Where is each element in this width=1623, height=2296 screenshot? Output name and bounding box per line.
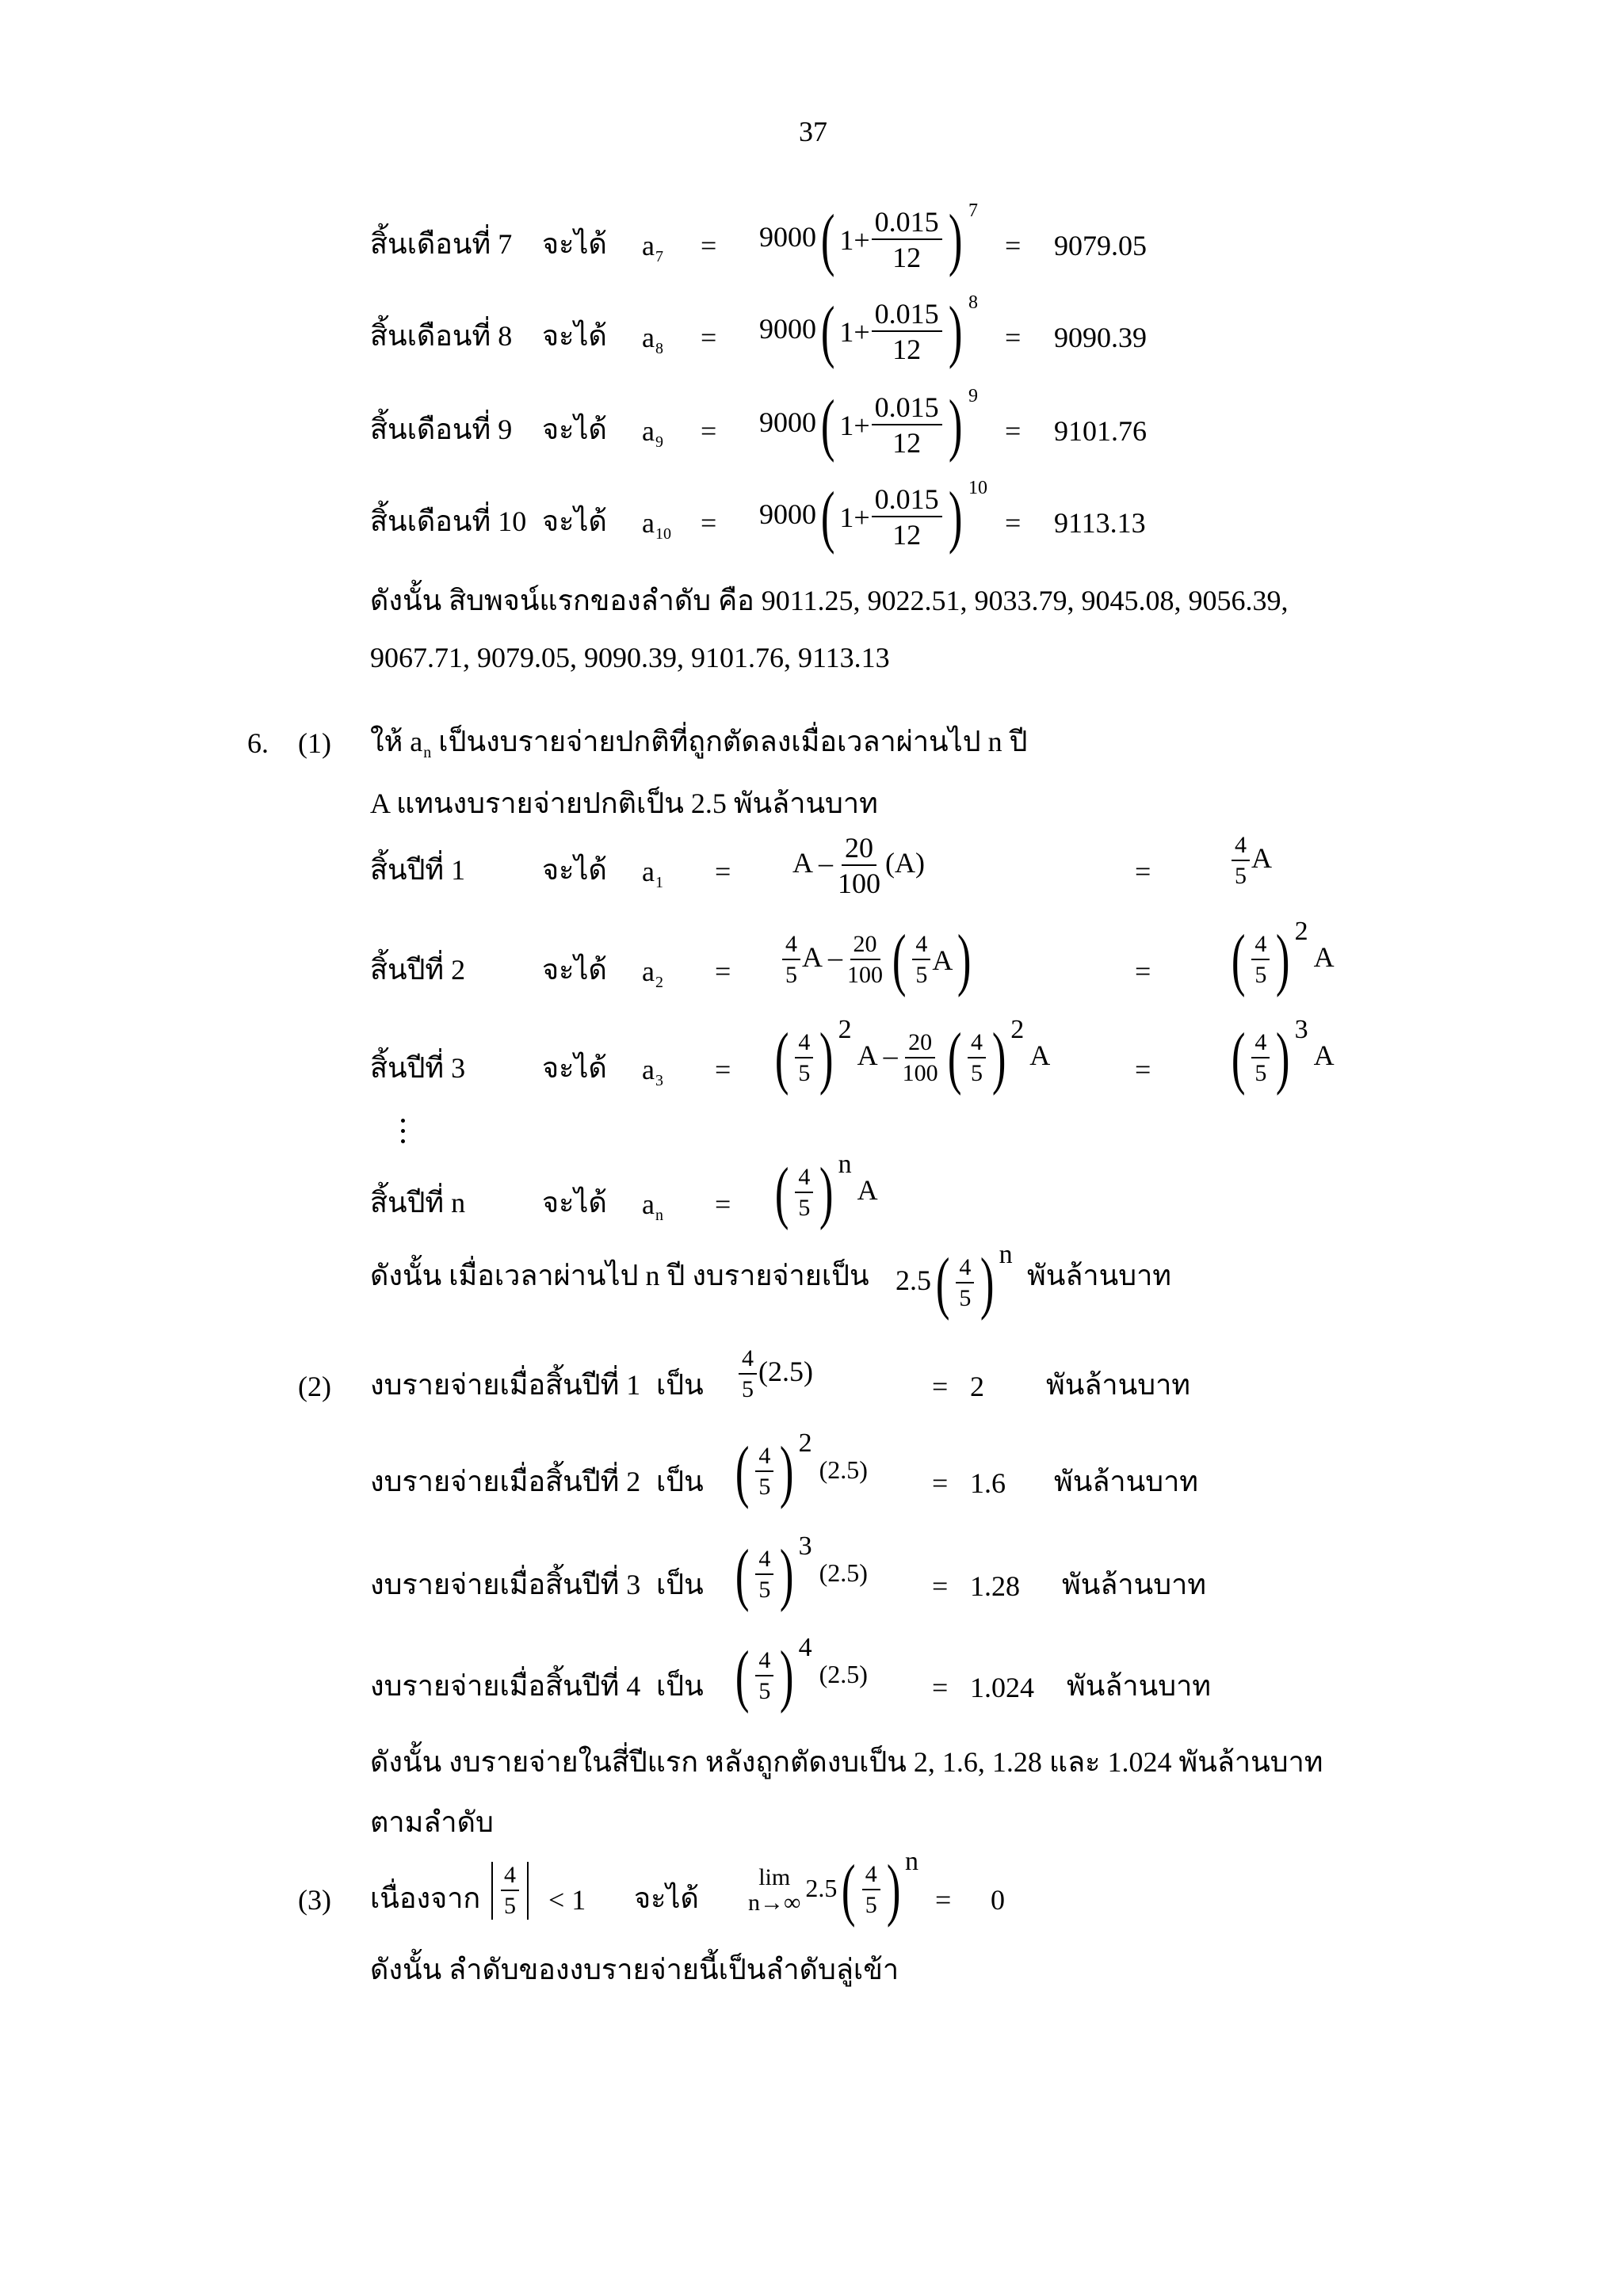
intro-line: A แทนงบรายจ่ายปกติเป็น 2.5 พันล้านบาท (370, 788, 878, 819)
formula: A – $\frac{20}{100}$ (A) (792, 832, 925, 899)
budget-label: งบรายจ่ายเมื่อสิ้นปีที่ 4 (370, 1670, 641, 1702)
result-value: 9113.13 (1054, 507, 1146, 539)
result-value: ( $\frac{4}{5}$ ) 3 A (1231, 1014, 1335, 1097)
equals: = (715, 856, 731, 887)
equals: = (1135, 1054, 1151, 1085)
year-label: สิ้นปีที่ 3 (370, 1052, 466, 1084)
equals: = (932, 1672, 949, 1703)
budget-label: งบรายจ่ายเมื่อสิ้นปีที่ 2 (370, 1466, 641, 1497)
part-label: (1) (298, 727, 331, 759)
equals: = (1005, 230, 1022, 261)
year-label: สิ้นปีที่ 1 (370, 854, 466, 886)
equals: = (932, 1371, 949, 1402)
result-value: 9079.05 (1054, 230, 1147, 261)
page-number: 37 (799, 116, 827, 147)
unit: พันล้านบาท (1046, 1369, 1191, 1401)
conclusion-line: ดังนั้น สิบพจน์แรกของลำดับ คือ 9011.25, 9022.51, 9033.79, 9045.08, 9056.39, (370, 585, 1289, 616)
less-than-one: < 1 (548, 1884, 586, 1916)
conclusion-line: ดังนั้น ลำดับของงบรายจ่ายนี้เป็นลำดับลู่เข้า (370, 1954, 899, 1985)
result-value: 0 (991, 1884, 1005, 1916)
equals: = (932, 1570, 949, 1602)
equals: = (1135, 856, 1151, 887)
budget-formula: ( $\frac{4}{5}$ ) 3 (2.5) (735, 1531, 868, 1613)
be-word: เป็น (656, 1569, 704, 1600)
term-var: $a_8$ (642, 322, 663, 357)
budget-label: งบรายจ่ายเมื่อสิ้นปีที่ 3 (370, 1569, 641, 1600)
equals: = (1005, 322, 1022, 353)
equals: = (701, 507, 717, 539)
conclusion-line: 9067.71, 9079.05, 9090.39, 9101.76, 9113.13 (370, 642, 890, 673)
part-label: (2) (298, 1371, 331, 1402)
unit: พันล้านบาท (1062, 1569, 1207, 1600)
formula: 9000 ( 1+ $\frac{0.015}{12}$ ) $^8$ (759, 292, 978, 370)
limit-expression: lim n→∞ 2.5 ( $\frac{4}{5}$ ) n (748, 1846, 919, 1928)
budget-label: งบรายจ่ายเมื่อสิ้นปีที่ 1 (370, 1369, 641, 1401)
get-word: จะได้ (634, 1882, 699, 1914)
get-word: จะได้ (542, 320, 607, 352)
result-value: 2 (970, 1371, 984, 1402)
month-label: สิ้นเดือนที่ 10 (370, 505, 527, 537)
vertical-ellipsis (401, 1116, 405, 1146)
term-var: $a_1$ (642, 856, 663, 891)
unit: พันล้านบาท (1067, 1670, 1212, 1702)
year-label: สิ้นปีที่ n (370, 1187, 466, 1219)
result-value: ( $\frac{4}{5}$ ) 2 A (1231, 916, 1335, 998)
result-value: 1.024 (970, 1672, 1034, 1703)
get-word: จะได้ (542, 1052, 607, 1084)
be-word: เป็น (656, 1670, 704, 1702)
get-word: จะได้ (542, 414, 607, 445)
formula: ( $\frac{4}{5}$ ) n A (774, 1149, 878, 1231)
month-label: สิ้นเดือนที่ 8 (370, 320, 513, 352)
equals: = (1005, 507, 1022, 539)
equals: = (715, 1054, 731, 1085)
result-value: $\frac{4}{5}$ A (1230, 833, 1272, 888)
term-var: $a_9$ (642, 415, 663, 451)
budget-formula: ( $\frac{4}{5}$ ) 2 (2.5) (735, 1428, 868, 1510)
abs-fraction: $\frac{4}{5}$ (491, 1862, 529, 1920)
formula: $\frac{4}{5}$ A – $\frac{20}{100}$ ( $\frac{4}{5}$ A ) (781, 929, 976, 991)
conclusion-formula: 2.5 ( $\frac{4}{5}$ ) n (896, 1239, 1013, 1322)
equals: = (715, 1188, 731, 1220)
part-label: (3) (298, 1884, 331, 1916)
get-word: จะได้ (542, 505, 607, 537)
be-word: เป็น (656, 1369, 704, 1401)
budget-formula: $\frac{4}{5}$ (2.5) (737, 1347, 813, 1402)
term-var: $a_3$ (642, 1054, 663, 1089)
year-label: สิ้นปีที่ 2 (370, 954, 466, 986)
result-value: 1.6 (970, 1467, 1006, 1499)
formula: 9000 ( 1+ $\frac{0.015}{12}$ ) $^7$ (759, 200, 978, 278)
conclusion-line: ตามลำดับ (370, 1806, 494, 1838)
get-word: จะได้ (542, 954, 607, 986)
conclusion-unit: พันล้านบาท (1027, 1260, 1172, 1291)
get-word: จะได้ (542, 228, 607, 260)
term-var: $a_{10}$ (642, 507, 671, 543)
since-word: เนื่องจาก (370, 1882, 481, 1914)
be-word: เป็น (656, 1466, 704, 1497)
intro-line: ให้ $a_n$ เป็นงบรายจ่ายปกติที่ถูกตัดลงเมื่อเวลาผ่านไป n ปี (370, 726, 1028, 761)
equals: = (715, 955, 731, 987)
term-var: $a_7$ (642, 230, 663, 265)
formula: 9000 ( 1+ $\frac{0.015}{12}$ ) $^{10}$ (759, 477, 987, 555)
formula: ( $\frac{4}{5}$ ) 2 A – $\frac{20}{100}$ ( $\frac{4}{5}$ ) 2 A (774, 1014, 1051, 1097)
equals: = (1135, 955, 1151, 987)
unit: พันล้านบาท (1054, 1466, 1199, 1497)
result-value: 9101.76 (1054, 415, 1147, 447)
equals: = (701, 415, 717, 447)
month-label: สิ้นเดือนที่ 9 (370, 414, 513, 445)
term-var: $a_n$ (642, 1188, 663, 1224)
equals: = (701, 230, 717, 261)
equals: = (932, 1467, 949, 1499)
term-var: $a_2$ (642, 955, 663, 991)
equals: = (935, 1884, 952, 1916)
result-value: 1.28 (970, 1570, 1020, 1602)
question-number: 6. (247, 727, 269, 759)
equals: = (1005, 415, 1022, 447)
conclusion-line: ดังนั้น เมื่อเวลาผ่านไป n ปี งบรายจ่ายเป็น (370, 1260, 869, 1291)
conclusion-line: ดังนั้น งบรายจ่ายในสี่ปีแรก หลังถูกตัดงบเป็น 2, 1.6, 1.28 และ 1.024 พันล้านบาท (370, 1746, 1323, 1778)
budget-formula: ( $\frac{4}{5}$ ) 4 (2.5) (735, 1632, 868, 1714)
get-word: จะได้ (542, 1187, 607, 1219)
result-value: 9090.39 (1054, 322, 1147, 353)
equals: = (701, 322, 717, 353)
month-label: สิ้นเดือนที่ 7 (370, 228, 513, 260)
get-word: จะได้ (542, 854, 607, 886)
formula: 9000 ( 1+ $\frac{0.015}{12}$ ) $^9$ (759, 385, 978, 463)
